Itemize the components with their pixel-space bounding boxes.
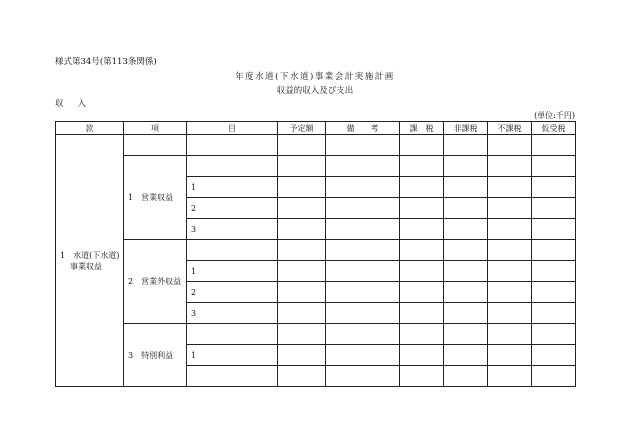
non-taxable-cell xyxy=(444,345,488,366)
table-row xyxy=(56,135,576,156)
provisional-cell xyxy=(532,324,576,345)
taxable-cell xyxy=(400,324,444,345)
non-taxable-cell xyxy=(444,135,488,156)
non-taxable-cell xyxy=(444,366,488,387)
moku-cell xyxy=(187,240,278,261)
revenue-table xyxy=(55,121,576,387)
taxable-cell xyxy=(400,177,444,198)
moku-cell: 1 xyxy=(187,345,278,366)
kan-label-line2: 事業収益 xyxy=(70,261,102,271)
budget-cell xyxy=(278,177,326,198)
form-number-label: 様式第34号(第113条関係) xyxy=(55,57,157,67)
remarks-cell xyxy=(326,198,400,219)
budget-cell xyxy=(278,345,326,366)
untaxed-cell xyxy=(488,282,532,303)
header-untaxed: 不課税 xyxy=(488,122,532,135)
header-remarks: 備 考 xyxy=(326,122,400,135)
budget-cell xyxy=(278,261,326,282)
untaxed-cell xyxy=(488,324,532,345)
budget-cell xyxy=(278,240,326,261)
remarks-cell xyxy=(326,156,400,177)
non-taxable-cell xyxy=(444,240,488,261)
non-taxable-cell xyxy=(444,198,488,219)
moku-cell: 3 xyxy=(187,303,278,324)
budget-cell xyxy=(278,282,326,303)
remarks-cell xyxy=(326,177,400,198)
taxable-cell xyxy=(400,261,444,282)
unit-label: (単位:千円) xyxy=(534,111,575,120)
moku-cell: 1 xyxy=(187,177,278,198)
budget-cell xyxy=(278,156,326,177)
kan-cell xyxy=(56,135,124,387)
untaxed-cell xyxy=(488,177,532,198)
budget-cell xyxy=(278,198,326,219)
table-row xyxy=(56,324,576,345)
provisional-cell xyxy=(532,261,576,282)
remarks-cell xyxy=(326,261,400,282)
budget-cell xyxy=(278,366,326,387)
kou-cell: 3 特別利益 xyxy=(124,324,187,387)
remarks-cell xyxy=(326,366,400,387)
header-moku: 目 xyxy=(187,122,278,135)
remarks-cell xyxy=(326,240,400,261)
taxable-cell xyxy=(400,282,444,303)
remarks-cell xyxy=(326,303,400,324)
taxable-cell xyxy=(400,135,444,156)
moku-cell xyxy=(187,366,278,387)
taxable-cell xyxy=(400,303,444,324)
document-subtitle: 収益的収入及び支出 xyxy=(276,86,354,96)
untaxed-cell xyxy=(488,366,532,387)
provisional-cell xyxy=(532,366,576,387)
moku-cell: 2 xyxy=(187,282,278,303)
taxable-cell xyxy=(400,198,444,219)
untaxed-cell xyxy=(488,261,532,282)
provisional-cell xyxy=(532,282,576,303)
table-row xyxy=(56,240,576,261)
header-budget: 予定額 xyxy=(278,122,326,135)
header-taxable: 課 税 xyxy=(400,122,444,135)
remarks-cell xyxy=(326,135,400,156)
header-non-taxable: 非課税 xyxy=(444,122,488,135)
provisional-cell xyxy=(532,219,576,240)
provisional-cell xyxy=(532,303,576,324)
budget-cell xyxy=(278,219,326,240)
moku-cell xyxy=(187,324,278,345)
untaxed-cell xyxy=(488,135,532,156)
non-taxable-cell xyxy=(444,219,488,240)
budget-cell xyxy=(278,135,326,156)
header-row xyxy=(56,122,576,135)
taxable-cell xyxy=(400,366,444,387)
taxable-cell xyxy=(400,240,444,261)
header-kan: 款 xyxy=(56,122,124,135)
table-row xyxy=(56,156,576,177)
provisional-cell xyxy=(532,156,576,177)
kou-cell xyxy=(124,135,187,156)
non-taxable-cell xyxy=(444,324,488,345)
moku-cell: 2 xyxy=(187,198,278,219)
kou-cell: 1 営業収益 xyxy=(124,156,187,240)
budget-cell xyxy=(278,303,326,324)
untaxed-cell xyxy=(488,219,532,240)
non-taxable-cell xyxy=(444,303,488,324)
non-taxable-cell xyxy=(444,177,488,198)
taxable-cell xyxy=(400,219,444,240)
untaxed-cell xyxy=(488,345,532,366)
provisional-cell xyxy=(532,345,576,366)
document-title: 年度水道(下水道)事業会計実施計画 xyxy=(235,72,395,82)
remarks-cell xyxy=(326,345,400,366)
budget-cell xyxy=(278,324,326,345)
taxable-cell xyxy=(400,345,444,366)
section-label: 収入 xyxy=(55,99,101,109)
moku-cell xyxy=(187,156,278,177)
non-taxable-cell xyxy=(444,261,488,282)
non-taxable-cell xyxy=(444,156,488,177)
kan-label-line1: 1 水道(下水道) xyxy=(60,250,120,260)
untaxed-cell xyxy=(488,240,532,261)
remarks-cell xyxy=(326,324,400,345)
remarks-cell xyxy=(326,219,400,240)
taxable-cell xyxy=(400,156,444,177)
provisional-cell xyxy=(532,135,576,156)
provisional-cell xyxy=(532,198,576,219)
moku-cell: 3 xyxy=(187,219,278,240)
untaxed-cell xyxy=(488,156,532,177)
header-kou: 項 xyxy=(124,122,187,135)
moku-cell: 1 xyxy=(187,261,278,282)
untaxed-cell xyxy=(488,303,532,324)
provisional-cell xyxy=(532,177,576,198)
provisional-cell xyxy=(532,240,576,261)
header-provisional: 仮受税 xyxy=(532,122,576,135)
remarks-cell xyxy=(326,282,400,303)
kou-cell: 2 営業外収益 xyxy=(124,240,187,324)
non-taxable-cell xyxy=(444,282,488,303)
moku-cell xyxy=(187,135,278,156)
untaxed-cell xyxy=(488,198,532,219)
